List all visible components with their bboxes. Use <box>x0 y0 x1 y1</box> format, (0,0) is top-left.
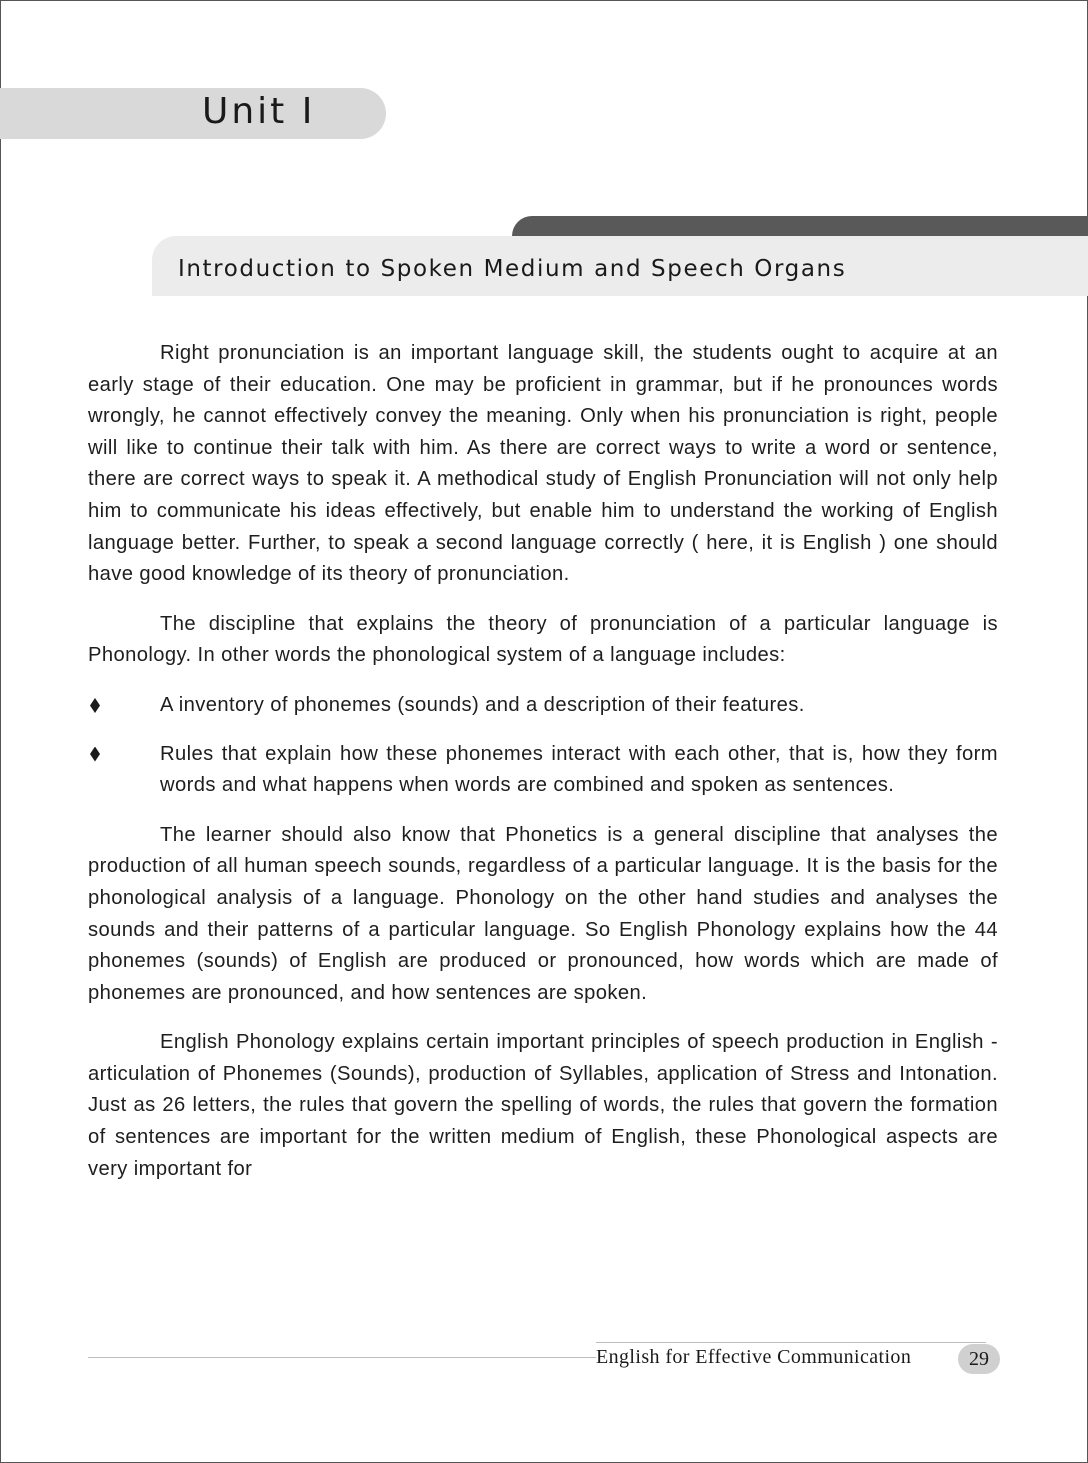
body-text <box>88 338 998 1203</box>
list-item <box>88 690 998 722</box>
paragraph: Right pronunciation is an important language skill, the students ought to acquire at an early stage of their education. One may be proficient in grammar, but if he pronounces words wrongly, he cannot effectively convey the meaning. Only when his pronunciation is right, people will like to continue their talk with him. As there are correct ways to write a word or sentence, there are correct ways to speak it. A methodical study of English Pronunciation will not only help him to communicate his ideas effectively, but enable him to understand the working of English language better. Further, to speak a second language correctly ( here, it is English ) one should have good knowledge of its theory of pronunciation. <box>88 342 998 586</box>
section-title: Introduction to Spoken Medium and Speech Organs <box>178 256 847 282</box>
list-item-text: Rules that explain how these phonemes interact with each other, that is, how they form words and what happens when words are combined and spoken as sentences. <box>160 742 998 797</box>
unit-tab <box>0 88 386 139</box>
diamond-bullet-icon <box>90 747 100 762</box>
footer-rule <box>88 1357 596 1358</box>
unit-title: Unit I <box>202 91 316 132</box>
diamond-bullet-icon <box>90 698 100 713</box>
paragraph: The discipline that explains the theory of pronunciation of a particular language is Phonology. In other words the phonological system of a language includes: <box>88 612 998 667</box>
list-item <box>88 739 998 802</box>
page-number: 29 <box>958 1344 1000 1374</box>
list-item-text: A inventory of phonemes (sounds) and a description of their features. <box>160 693 805 716</box>
paragraph: The learner should also know that Phonetics is a general discipline that analyses the production of all human speech sounds, regardless of a particular language. It is the basis for the phonological analysis of a language. Phonology on the other hand studies and analyses the sounds and their patterns of a particular language. So English Phonology explains how the 44 phonemes (sounds) of English are produced or pronounced, how words which are made of phonemes are pronounced, and how sentences are spoken. <box>88 823 998 1004</box>
bullet-list <box>88 690 998 802</box>
footer-book-title: English for Effective Communication <box>596 1346 912 1368</box>
paragraph: English Phonology explains certain important principles of speech production in English - articulation of Phonemes (Sounds), production of Syllables, application of Stress and Intonation. Just as 26 letters, the rules that govern the spelling of words, the rules that govern the formation of sentences are important for the written medium of English, these Phonological aspects are very important for <box>88 1031 998 1180</box>
